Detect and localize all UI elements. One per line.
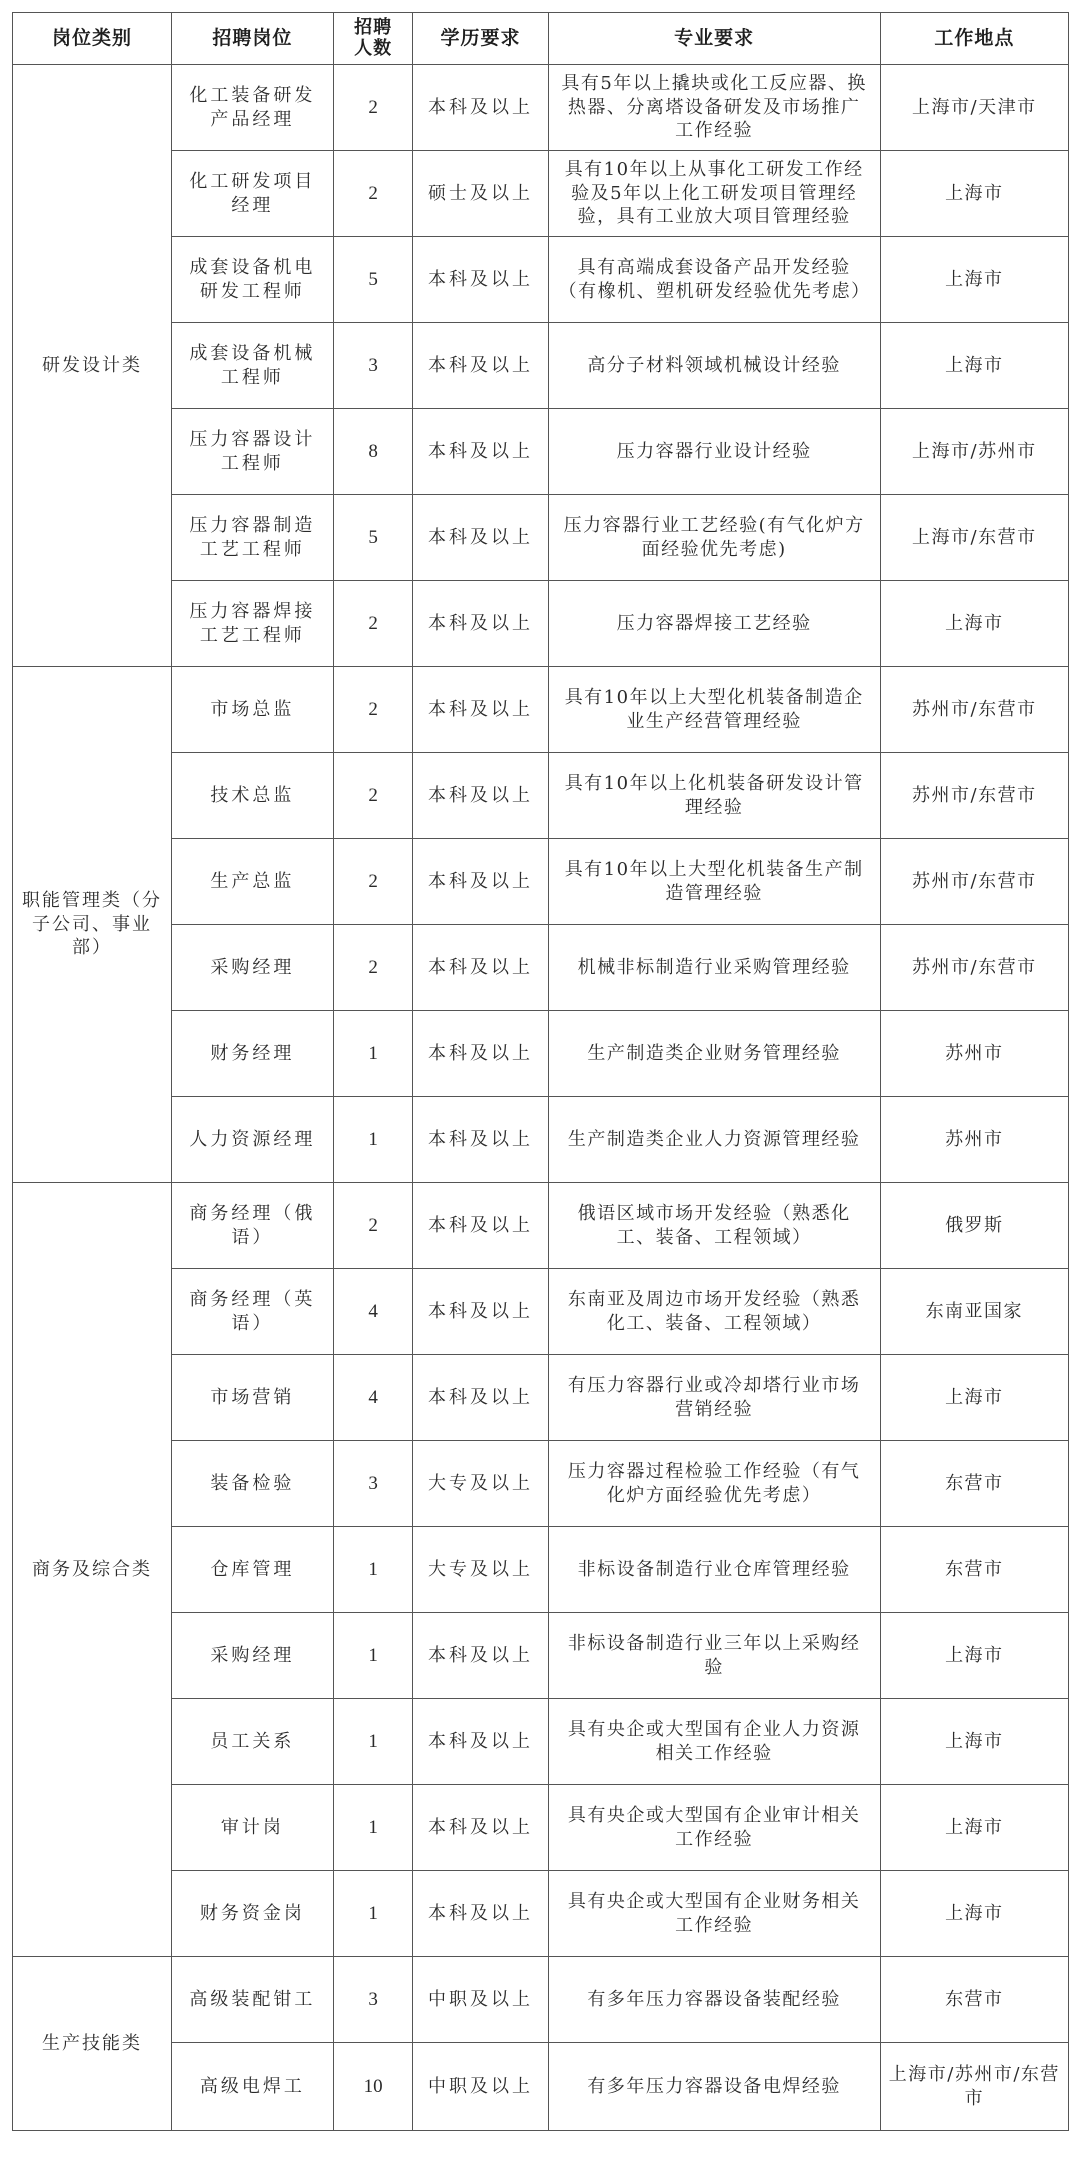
table-row (13, 1183, 1069, 1269)
count-cell: 1 (333, 1699, 413, 1785)
education-cell: 本科及以上 (413, 1011, 548, 1097)
requirements-cell: 具有10年以上大型化机装备生产制造管理经验 (548, 839, 880, 925)
count-cell: 4 (333, 1269, 413, 1355)
location-cell: 苏州市 (880, 1011, 1068, 1097)
position-cell: 审计岗 (172, 1785, 334, 1871)
position-cell: 市场总监 (172, 667, 334, 753)
position-cell: 生产总监 (172, 839, 334, 925)
requirements-cell: 具有央企或大型国有企业财务相关工作经验 (548, 1871, 880, 1957)
location-cell: 上海市 (880, 1613, 1068, 1699)
category-cell: 生产技能类 (13, 1957, 172, 2131)
location-cell: 苏州市/东营市 (880, 925, 1068, 1011)
education-cell: 本科及以上 (413, 1183, 548, 1269)
count-cell: 5 (333, 495, 413, 581)
count-cell: 2 (333, 581, 413, 667)
position-cell: 化工研发项目经理 (172, 151, 334, 237)
count-cell: 2 (333, 151, 413, 237)
position-cell: 市场营销 (172, 1355, 334, 1441)
location-cell: 上海市/东营市 (880, 495, 1068, 581)
count-cell: 2 (333, 667, 413, 753)
category-cell: 职能管理类（分子公司、事业部） (13, 667, 172, 1183)
position-cell: 财务资金岗 (172, 1871, 334, 1957)
location-cell: 上海市 (880, 581, 1068, 667)
position-cell: 人力资源经理 (172, 1097, 334, 1183)
position-cell: 技术总监 (172, 753, 334, 839)
requirements-cell: 俄语区域市场开发经验（熟悉化工、装备、工程领域） (548, 1183, 880, 1269)
table-row (13, 151, 1069, 237)
table-row (13, 1269, 1069, 1355)
education-cell: 本科及以上 (413, 237, 548, 323)
count-cell: 1 (333, 1097, 413, 1183)
header-count-line2: 人数 (354, 37, 393, 59)
education-cell: 本科及以上 (413, 925, 548, 1011)
count-cell: 3 (333, 1441, 413, 1527)
count-cell: 1 (333, 1527, 413, 1613)
location-cell: 上海市 (880, 151, 1068, 237)
count-cell: 2 (333, 753, 413, 839)
education-cell: 本科及以上 (413, 65, 548, 151)
location-cell: 苏州市/东营市 (880, 839, 1068, 925)
requirements-cell: 高分子材料领域机械设计经验 (548, 323, 880, 409)
header-requirements: 专业要求 (548, 13, 880, 65)
table-row (13, 581, 1069, 667)
location-cell: 上海市 (880, 323, 1068, 409)
count-cell: 2 (333, 1183, 413, 1269)
count-cell: 1 (333, 1785, 413, 1871)
location-cell: 上海市/苏州市/东营市 (880, 2043, 1068, 2131)
location-cell: 上海市 (880, 1871, 1068, 1957)
location-cell: 上海市/苏州市 (880, 409, 1068, 495)
count-cell: 1 (333, 1871, 413, 1957)
location-cell: 东南亚国家 (880, 1269, 1068, 1355)
category-cell: 研发设计类 (13, 65, 172, 667)
education-cell: 本科及以上 (413, 753, 548, 839)
education-cell: 中职及以上 (413, 1957, 548, 2043)
position-cell: 采购经理 (172, 1613, 334, 1699)
count-cell: 1 (333, 1613, 413, 1699)
requirements-cell: 生产制造类企业人力资源管理经验 (548, 1097, 880, 1183)
education-cell: 本科及以上 (413, 1269, 548, 1355)
requirements-cell: 压力容器行业设计经验 (548, 409, 880, 495)
recruitment-table (12, 12, 1069, 2131)
requirements-cell: 压力容器焊接工艺经验 (548, 581, 880, 667)
header-position: 招聘岗位 (172, 13, 334, 65)
table-row (13, 1785, 1069, 1871)
education-cell: 本科及以上 (413, 581, 548, 667)
table-row (13, 1871, 1069, 1957)
location-cell: 东营市 (880, 1957, 1068, 2043)
table-row (13, 1699, 1069, 1785)
requirements-cell: 具有10年以上化机装备研发设计管理经验 (548, 753, 880, 839)
requirements-cell: 机械非标制造行业采购管理经验 (548, 925, 880, 1011)
table-row (13, 1957, 1069, 2043)
position-cell: 装备检验 (172, 1441, 334, 1527)
location-cell: 东营市 (880, 1441, 1068, 1527)
requirements-cell: 东南亚及周边市场开发经验（熟悉化工、装备、工程领域） (548, 1269, 880, 1355)
position-cell: 仓库管理 (172, 1527, 334, 1613)
header-row (13, 13, 1069, 65)
education-cell: 硕士及以上 (413, 151, 548, 237)
position-cell: 商务经理（英语） (172, 1269, 334, 1355)
location-cell: 上海市 (880, 1699, 1068, 1785)
requirements-cell: 具有10年以上从事化工研发工作经验及5年以上化工研发项目管理经验，具有工业放大项目管理经验 (548, 151, 880, 237)
count-cell: 2 (333, 925, 413, 1011)
count-cell: 3 (333, 323, 413, 409)
requirements-cell: 具有10年以上大型化机装备制造企业生产经营管理经验 (548, 667, 880, 753)
position-cell: 商务经理（俄语） (172, 1183, 334, 1269)
position-cell: 压力容器焊接工艺工程师 (172, 581, 334, 667)
education-cell: 本科及以上 (413, 1785, 548, 1871)
table-row (13, 753, 1069, 839)
count-cell: 2 (333, 839, 413, 925)
location-cell: 东营市 (880, 1527, 1068, 1613)
table-row (13, 323, 1069, 409)
position-cell: 高级装配钳工 (172, 1957, 334, 2043)
table-row (13, 237, 1069, 323)
table-row (13, 1097, 1069, 1183)
position-cell: 高级电焊工 (172, 2043, 334, 2131)
education-cell: 本科及以上 (413, 1097, 548, 1183)
location-cell: 上海市 (880, 237, 1068, 323)
location-cell: 上海市 (880, 1785, 1068, 1871)
requirements-cell: 有多年压力容器设备装配经验 (548, 1957, 880, 2043)
education-cell: 大专及以上 (413, 1527, 548, 1613)
education-cell: 中职及以上 (413, 2043, 548, 2131)
position-cell: 成套设备机械工程师 (172, 323, 334, 409)
header-location: 工作地点 (880, 13, 1068, 65)
location-cell: 苏州市/东营市 (880, 753, 1068, 839)
count-cell: 8 (333, 409, 413, 495)
table-header (13, 13, 1069, 65)
table-row (13, 925, 1069, 1011)
education-cell: 本科及以上 (413, 495, 548, 581)
requirements-cell: 具有央企或大型国有企业人力资源相关工作经验 (548, 1699, 880, 1785)
table-row (13, 495, 1069, 581)
requirements-cell: 生产制造类企业财务管理经验 (548, 1011, 880, 1097)
location-cell: 俄罗斯 (880, 1183, 1068, 1269)
count-cell: 2 (333, 65, 413, 151)
requirements-cell: 有压力容器行业或冷却塔行业市场营销经验 (548, 1355, 880, 1441)
table-body (13, 65, 1069, 2131)
location-cell: 上海市/天津市 (880, 65, 1068, 151)
count-cell: 5 (333, 237, 413, 323)
header-category: 岗位类别 (13, 13, 172, 65)
education-cell: 本科及以上 (413, 1699, 548, 1785)
education-cell: 本科及以上 (413, 1613, 548, 1699)
position-cell: 成套设备机电研发工程师 (172, 237, 334, 323)
table-row (13, 1441, 1069, 1527)
requirements-cell: 具有高端成套设备产品开发经验（有橡机、塑机研发经验优先考虑） (548, 237, 880, 323)
location-cell: 上海市 (880, 1355, 1068, 1441)
location-cell: 苏州市/东营市 (880, 667, 1068, 753)
position-cell: 压力容器设计工程师 (172, 409, 334, 495)
category-cell: 商务及综合类 (13, 1183, 172, 1957)
header-count-line1: 招聘 (354, 16, 393, 38)
location-cell: 苏州市 (880, 1097, 1068, 1183)
header-education: 学历要求 (413, 13, 548, 65)
count-cell: 3 (333, 1957, 413, 2043)
table-row (13, 839, 1069, 925)
requirements-cell: 压力容器过程检验工作经验（有气化炉方面经验优先考虑） (548, 1441, 880, 1527)
table-row (13, 1011, 1069, 1097)
table-row (13, 409, 1069, 495)
position-cell: 员工关系 (172, 1699, 334, 1785)
requirements-cell: 具有央企或大型国有企业审计相关工作经验 (548, 1785, 880, 1871)
position-cell: 压力容器制造工艺工程师 (172, 495, 334, 581)
header-count (333, 13, 413, 65)
count-cell: 4 (333, 1355, 413, 1441)
requirements-cell: 有多年压力容器设备电焊经验 (548, 2043, 880, 2131)
position-cell: 财务经理 (172, 1011, 334, 1097)
count-cell: 10 (333, 2043, 413, 2131)
requirements-cell: 具有5年以上撬块或化工反应器、换热器、分离塔设备研发及市场推广工作经验 (548, 65, 880, 151)
education-cell: 本科及以上 (413, 323, 548, 409)
table-row (13, 1527, 1069, 1613)
requirements-cell: 非标设备制造行业三年以上采购经验 (548, 1613, 880, 1699)
table-row (13, 65, 1069, 151)
table-row (13, 2043, 1069, 2131)
requirements-cell: 压力容器行业工艺经验(有气化炉方面经验优先考虑) (548, 495, 880, 581)
table-row (13, 1355, 1069, 1441)
education-cell: 本科及以上 (413, 839, 548, 925)
table-row (13, 667, 1069, 753)
education-cell: 本科及以上 (413, 667, 548, 753)
position-cell: 采购经理 (172, 925, 334, 1011)
education-cell: 本科及以上 (413, 409, 548, 495)
education-cell: 大专及以上 (413, 1441, 548, 1527)
table-row (13, 1613, 1069, 1699)
education-cell: 本科及以上 (413, 1871, 548, 1957)
requirements-cell: 非标设备制造行业仓库管理经验 (548, 1527, 880, 1613)
position-cell: 化工装备研发产品经理 (172, 65, 334, 151)
count-cell: 1 (333, 1011, 413, 1097)
education-cell: 本科及以上 (413, 1355, 548, 1441)
